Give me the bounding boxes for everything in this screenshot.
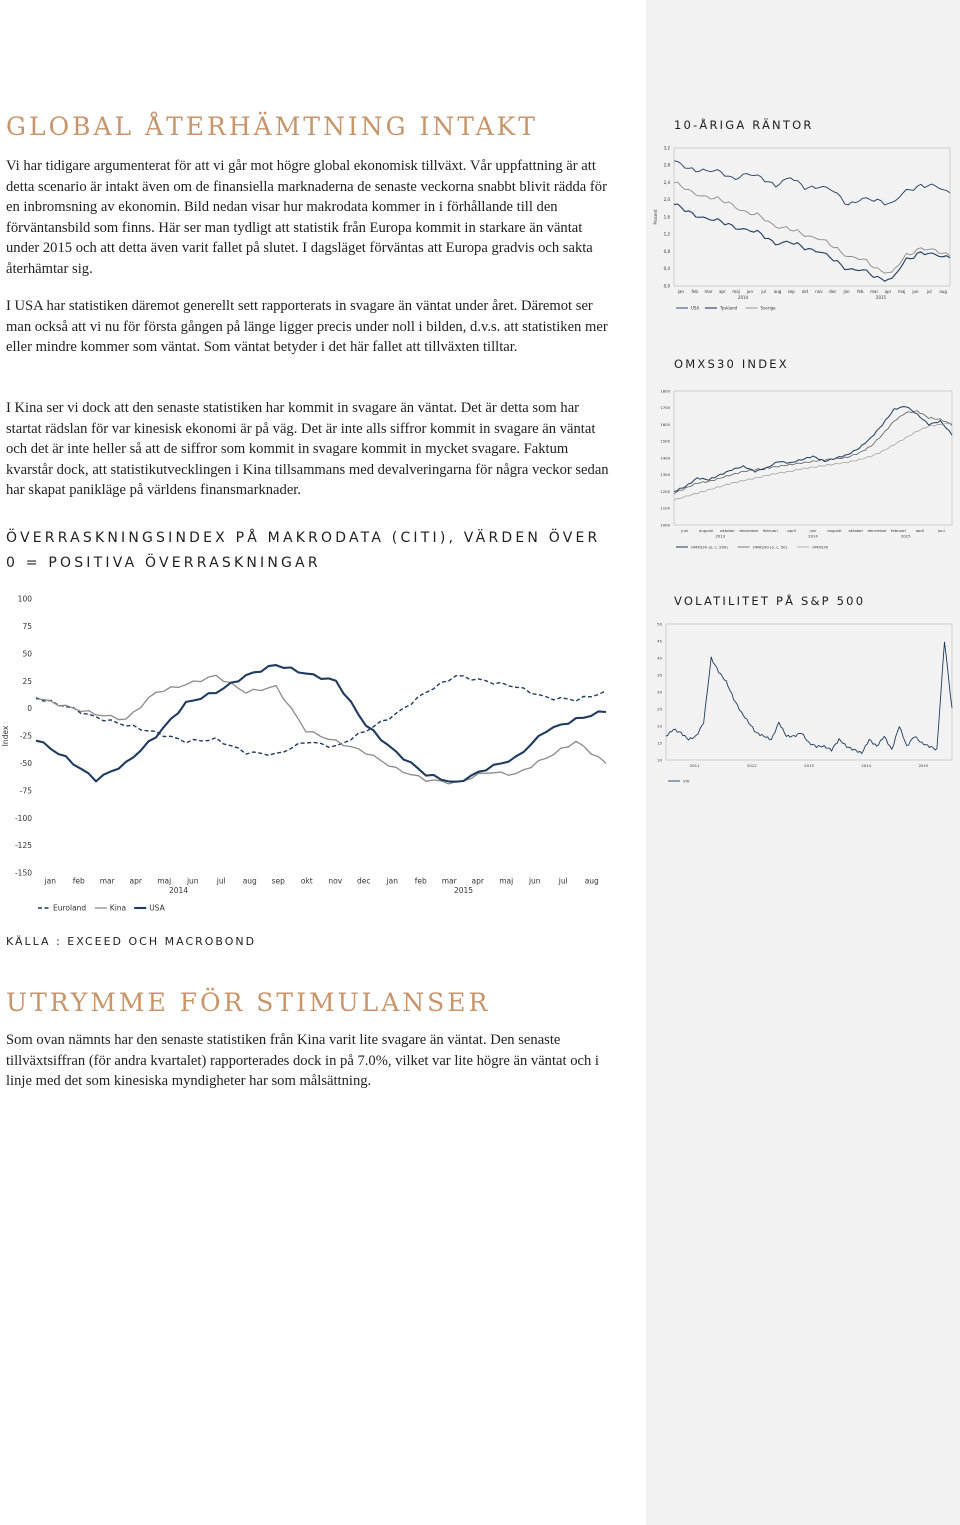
x-tick-label: sep	[271, 876, 285, 886]
x-tick-label: feb	[414, 876, 427, 886]
y-tick-label: 1,6	[663, 214, 670, 220]
y-tick-label: 1300	[660, 472, 670, 478]
y-tick-label: 1600	[660, 421, 670, 427]
y-tick-label: 1400	[660, 455, 670, 461]
series-line-kina	[36, 675, 606, 784]
x-tick-label: oktober	[720, 527, 735, 533]
series-line-usa	[36, 665, 606, 782]
x-tick-label: mar	[704, 289, 713, 294]
paragraph-stimulus: Som ovan nämnts har den senaste statistiken från Kina varit lite svagare än väntat. Den senaste tillväxtsiffran (för andra kvartalet) rapporterades dock in på 7.0%, vilket var lite högre än väntat och i linje med det som kinesiska myndigheter har som målsättning.	[6, 1032, 599, 1089]
y-tick-label: 40	[657, 655, 662, 661]
x-tick-label: juni	[681, 527, 689, 533]
x-tick-label: sep	[787, 289, 795, 294]
y-tick-label: 0,4	[663, 266, 670, 272]
x-tick-label: aug	[242, 876, 257, 886]
surprise-index-chart	[0, 585, 620, 920]
y-tick-label: 20	[657, 723, 662, 729]
plot-area-frame	[666, 624, 952, 760]
x-tick-label: juni	[937, 527, 945, 533]
legend-label: Kina	[109, 903, 127, 913]
y-tick-label: 30	[657, 689, 662, 695]
x-tick-label: apr	[471, 876, 484, 886]
y-tick-label: 45	[657, 638, 662, 644]
x-tick-label: okt	[801, 289, 809, 294]
legend-label: OMXS30	[812, 544, 829, 550]
x-tick-label: maj	[499, 876, 514, 886]
x-tick-label: jul	[926, 289, 932, 294]
x-tick-label: mar	[99, 876, 115, 886]
x-tick-label: jan	[44, 876, 56, 886]
x-tick-label: feb	[691, 289, 698, 294]
x-year-label: 2014	[808, 533, 818, 539]
y-tick-label: 1,2	[663, 231, 670, 237]
y-tick-label: 0,8	[663, 248, 670, 254]
heading-stimulus: UTRYMME FÖR STIMULANSER	[6, 988, 491, 1017]
x-year-label: 2014	[737, 295, 749, 300]
y-tick-label: 35	[657, 672, 662, 678]
y-tick-label: -75	[19, 786, 32, 796]
x-tick-label: aug	[584, 876, 599, 886]
x-tick-label: dec	[829, 289, 837, 294]
y-tick-label: 3,2	[663, 145, 670, 151]
legend-label: VIX	[683, 778, 690, 784]
x-tick-label: juni	[809, 527, 817, 533]
y-tick-label: -125	[14, 841, 32, 851]
x-tick-label: apr	[129, 876, 142, 886]
x-tick-label: jun	[186, 876, 199, 886]
x-tick-label: aug	[773, 289, 782, 294]
series-line-omxs30-o-c-200-	[674, 407, 952, 492]
y-tick-label: 0	[27, 704, 32, 714]
rates-chart-title: 10-ÅRIGA RÄNTOR	[674, 118, 814, 132]
omx-chart	[652, 385, 956, 553]
y-axis-label: Procent	[653, 209, 658, 225]
main-chart-title: ÖVERRASKNINGSINDEX PÅ MAKRODATA (CITI), VÄRDEN ÖVER 0 = POSITIVA ÖVERRASKNINGAR	[6, 530, 601, 571]
y-tick-label: 50	[22, 649, 32, 659]
x-tick-label: maj	[732, 289, 740, 294]
legend-label: OMXS30 (o, c, 200)	[691, 544, 728, 550]
rates-chart	[652, 142, 956, 312]
x-year-label: 2013	[804, 762, 814, 768]
x-tick-label: april	[787, 527, 796, 533]
y-tick-label: 1800	[660, 388, 670, 394]
x-tick-label: apr	[884, 289, 892, 294]
x-tick-label: feb	[72, 876, 85, 886]
x-tick-label: apr	[718, 289, 726, 294]
y-tick-label: -50	[19, 759, 32, 769]
y-tick-label: 75	[22, 622, 32, 632]
y-tick-label: 1700	[660, 405, 670, 411]
series-line-vix	[666, 642, 952, 754]
paragraph-china: I Kina ser vi dock att den senaste statistiken har kommit in svagare än väntat. Det är detta som har startat rädslan för var kinesisk ekonomi är på väg. Det är inte alls siffror kommit in svagare än väntat och det är inte heller så att de siffror som kommit in svagare kommit in mycket svagare. Faktum kvarstår dock, att statistikutvecklingen i Kina tillsammans med devalveringarna för några veckor sedan har skapat panikläge på världens finansmarknader.	[6, 400, 609, 498]
x-year-label: 2011	[689, 762, 700, 768]
y-tick-label: 100	[17, 594, 32, 604]
legend-label: Tyskland	[719, 305, 738, 311]
x-year-label: 2014	[861, 762, 872, 768]
y-tick-label: 15	[657, 740, 662, 746]
x-tick-label: maj	[157, 876, 172, 886]
x-tick-label: nov	[815, 289, 823, 294]
y-tick-label: 50	[657, 621, 662, 627]
vix-chart	[652, 618, 956, 786]
x-year-label: 2015	[900, 533, 911, 539]
x-tick-label: jun	[528, 876, 541, 886]
x-tick-label: augusti	[699, 527, 714, 533]
legend-label: USA	[691, 305, 700, 311]
x-tick-label: februari	[891, 527, 907, 533]
x-tick-label: februari	[762, 527, 778, 533]
x-tick-label: jan	[843, 289, 850, 294]
x-tick-label: dec	[357, 876, 371, 886]
series-line-sverige	[674, 182, 950, 273]
series-line-euroland	[36, 676, 606, 756]
plot-area-frame	[674, 391, 952, 525]
x-tick-label: okt	[300, 876, 313, 886]
paragraph-europe: Vi har tidigare argumenterat för att vi går mot högre global ekonomisk tillväxt. Vår uppfattning är att detta scenario är intakt även om de finansiella marknaderna de senaste veckorna snabbt blivit rädda för en inbromsning av ekonomin. Bild nedan visar hur makrodata kommer in i förhållande till den förväntansbild som finns. Här ser man tydligt att statistik från Europa kommit in starkare än väntat under 2015 och att detta även varit fallet på slutet. I dagsläget förväntas att Europa gradvis och sakta återhämtar sig.	[6, 158, 607, 277]
x-year-label: 2012	[746, 762, 757, 768]
x-tick-label: augusti	[827, 527, 842, 533]
chart-source: KÄLLA : EXCEED OCH MACROBOND	[6, 935, 257, 948]
x-tick-label: jan	[386, 876, 398, 886]
heading-global-recovery: GLOBAL ÅTERHÄMTNING INTAKT	[6, 112, 538, 141]
y-tick-label: 2,8	[663, 162, 670, 168]
x-tick-label: december	[739, 527, 759, 533]
paragraph-usa: I USA har statistiken däremot generellt sett rapporterats in svagare än väntat under året. Däremot ser man också att vi nu för första gången på länge ligger precis under noll i bilden, d.v.s. att statistiken mer eller mindre kommer som väntat. Som väntat betyder i det här fallet att tillväxten tilltar.	[6, 298, 608, 355]
y-tick-label: 1200	[660, 488, 670, 494]
x-tick-label: feb	[857, 289, 864, 294]
y-tick-label: 1100	[660, 505, 670, 511]
x-tick-label: mar	[870, 289, 879, 294]
y-tick-label: 2,0	[663, 197, 670, 203]
x-year-label: 2015	[918, 762, 929, 768]
x-year-label: 2013	[715, 533, 726, 539]
y-tick-label: 25	[657, 706, 662, 712]
x-year-label: 2015	[453, 886, 474, 895]
vix-chart-title: VOLATILITET PÅ S&P 500	[674, 594, 866, 608]
y-tick-label: 10	[657, 757, 662, 763]
y-tick-label: 0,0	[663, 283, 670, 289]
y-tick-label: -100	[14, 813, 32, 823]
x-tick-label: jul	[761, 289, 767, 294]
x-tick-label: oktober	[848, 527, 864, 533]
x-tick-label: jun	[912, 289, 919, 294]
legend-label: USA	[149, 903, 165, 913]
y-tick-label: 25	[22, 676, 32, 686]
series-line-omxs30-o-c-50-	[674, 411, 952, 494]
x-tick-label: nov	[328, 876, 343, 886]
x-tick-label: jun	[746, 289, 753, 294]
y-axis-label: Index	[1, 725, 10, 747]
x-tick-label: jul	[558, 876, 568, 886]
legend-label: Sverige	[760, 305, 776, 311]
series-line-omxs30	[674, 423, 952, 501]
omx-chart-title: OMXS30 INDEX	[674, 357, 789, 371]
y-tick-label: 1000	[660, 522, 670, 528]
y-tick-label: -150	[14, 868, 32, 878]
x-year-label: 2014	[168, 886, 189, 895]
x-tick-label: jul	[216, 876, 226, 886]
x-tick-label: jan	[677, 289, 684, 294]
y-tick-label: 2,4	[663, 179, 670, 185]
legend-label: OMXS30 (o, c, 50)	[752, 544, 788, 550]
x-tick-label: april	[915, 527, 925, 533]
y-tick-label: -25	[19, 731, 32, 741]
x-tick-label: aug	[939, 289, 947, 294]
x-tick-label: maj	[897, 289, 906, 294]
y-tick-label: 1500	[660, 438, 670, 444]
x-year-label: 2015	[875, 295, 887, 300]
series-line-tyskland	[674, 204, 950, 281]
legend-label: Euroland	[53, 903, 87, 913]
x-tick-label: december	[867, 527, 887, 533]
plot-area-frame	[674, 148, 950, 286]
x-tick-label: mar	[441, 876, 457, 886]
